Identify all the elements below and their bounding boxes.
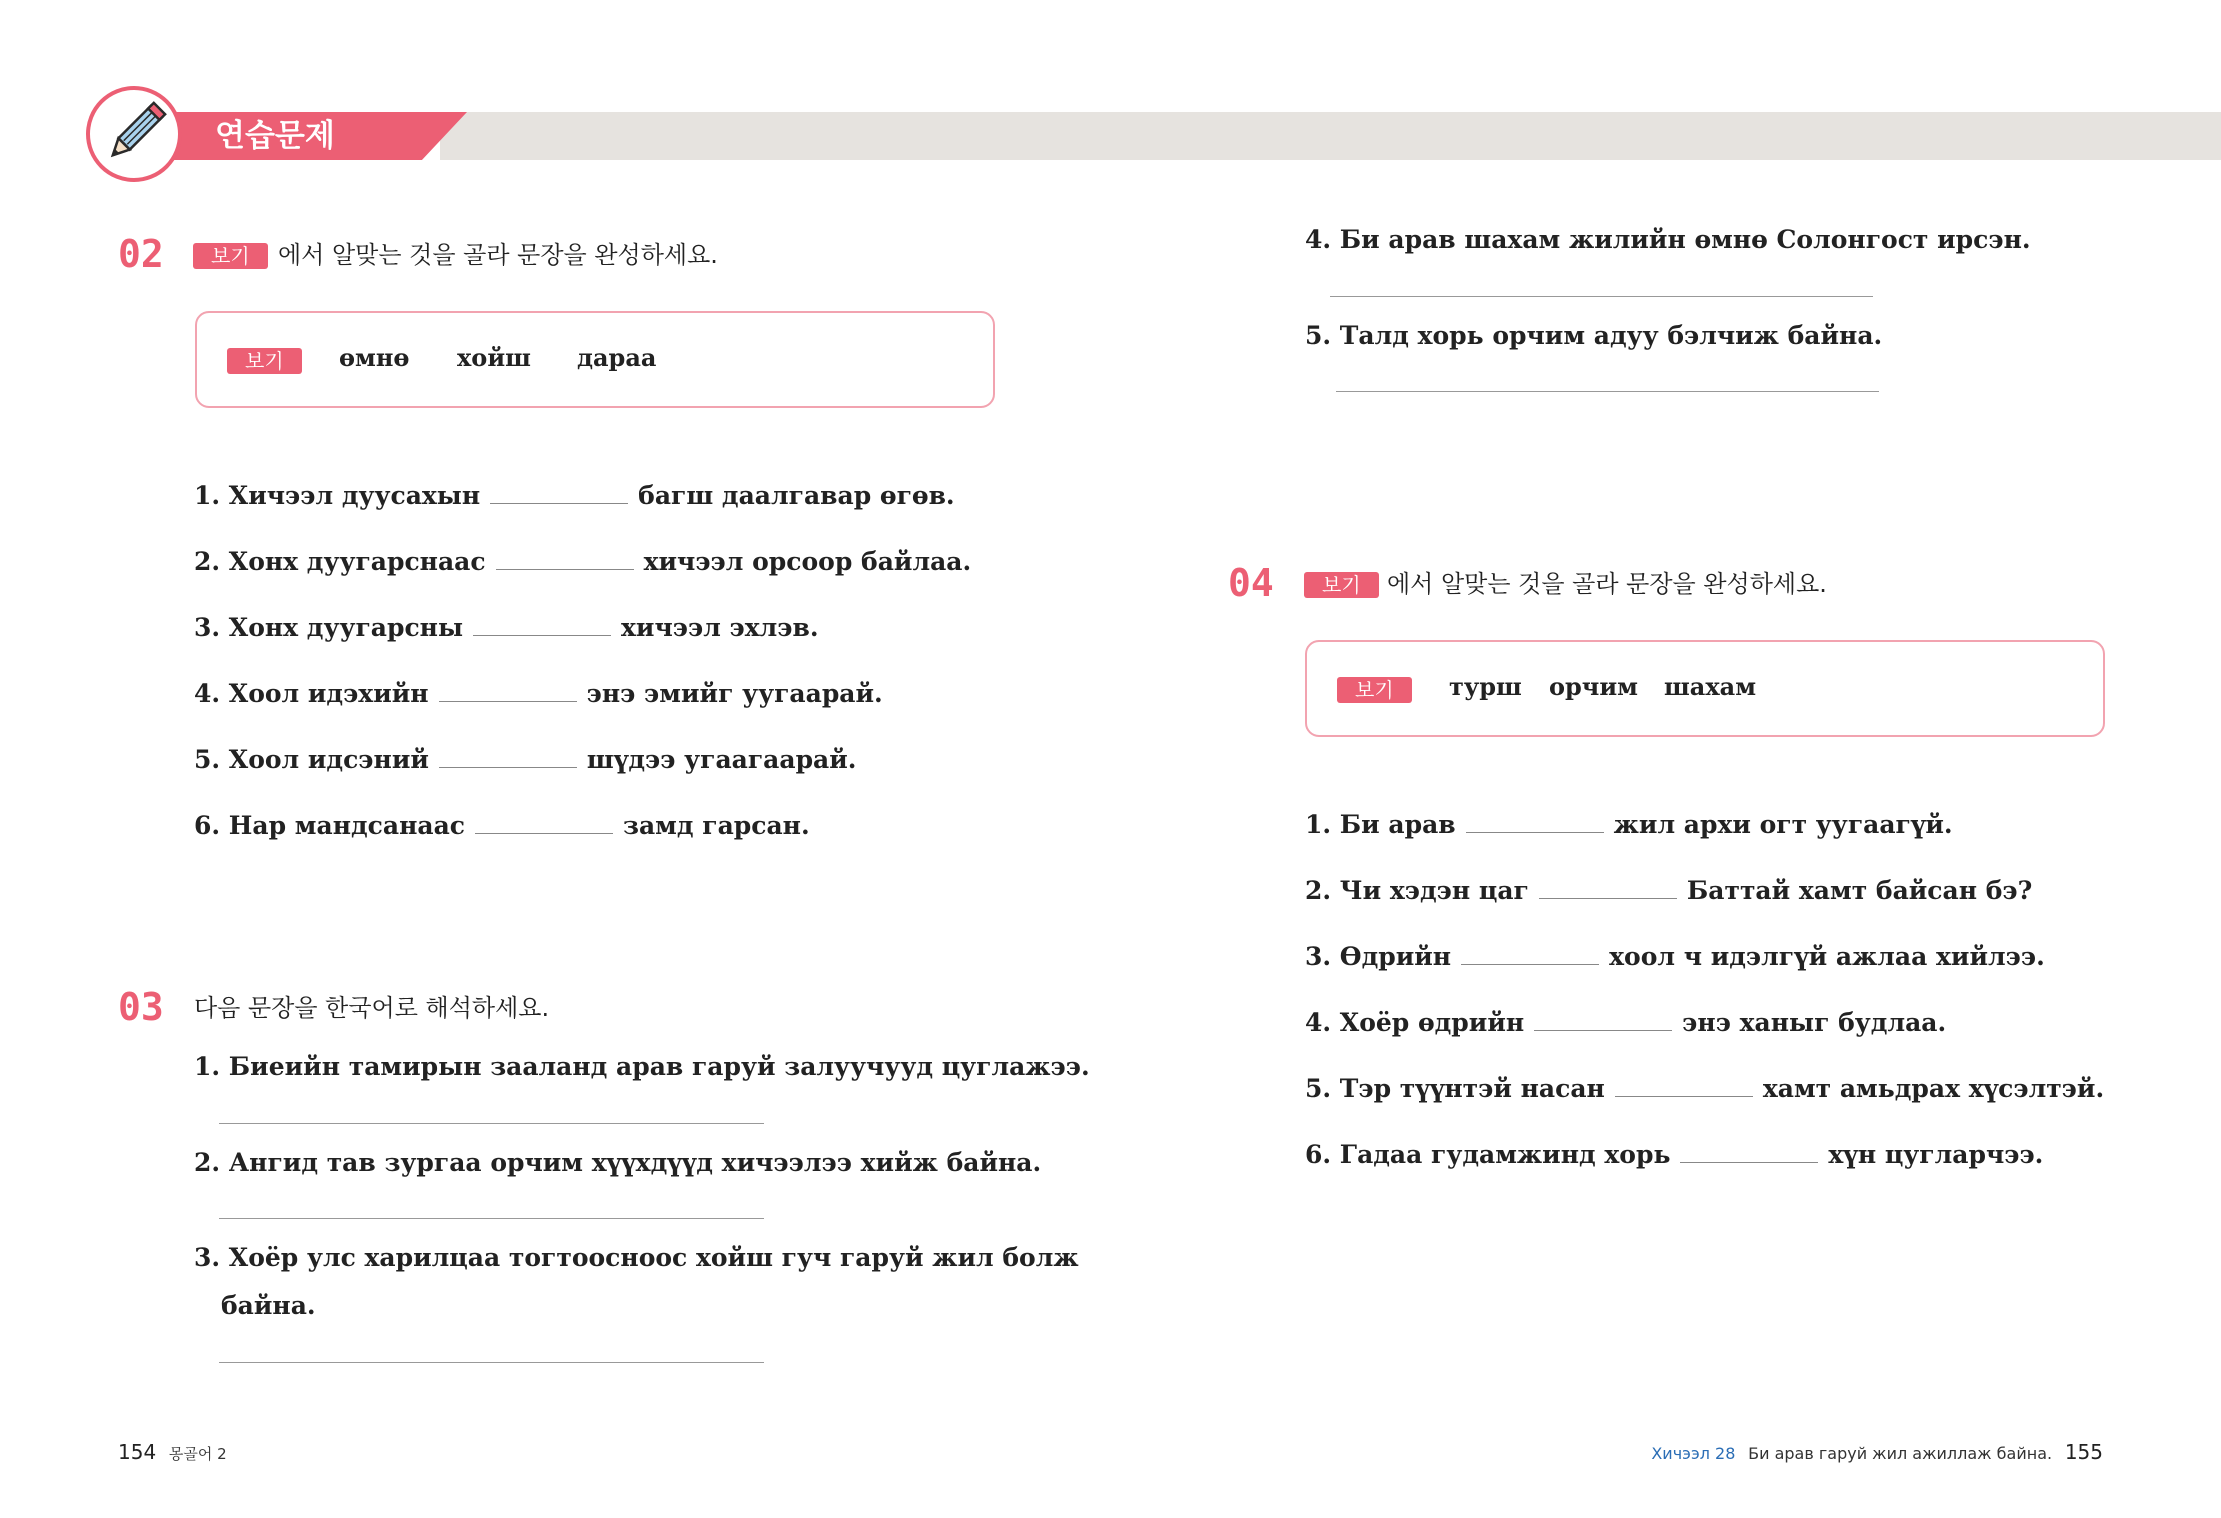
exercise-item	[1305, 940, 2045, 973]
answer-blank[interactable]	[1615, 1072, 1753, 1097]
item-text-end: Баттай хамт байсан бэ?	[1686, 876, 2033, 905]
translation-item: 4. Би арав шахам жилийн өмнө Солонгост ирсэн.	[1305, 225, 2031, 254]
item-text-start: 2. Чи хэдэн цаг	[1305, 876, 1529, 905]
exercise-item	[1305, 1006, 1946, 1039]
answer-blank[interactable]	[1680, 1138, 1818, 1163]
answer-line[interactable]	[219, 1218, 764, 1219]
page-number: 155	[2064, 1440, 2103, 1464]
answer-blank[interactable]	[496, 545, 634, 570]
section-03-instruction: 다음 문장을 한국어로 해석하세요.	[194, 994, 550, 1022]
answer-blank[interactable]	[475, 809, 613, 834]
chapter-label: Хичээл 28	[1651, 1444, 1736, 1463]
item-text-start: 3. Өдрийн	[1305, 942, 1452, 971]
section-04-instruction: 에서 알맞는 것을 골라 문장을 완성하세요.	[1387, 570, 1827, 598]
translation-item-continued: байна.	[221, 1291, 316, 1320]
item-text-start: 6. Нар мандсанаас	[194, 811, 466, 840]
footer-left	[118, 1440, 227, 1466]
item-text-start: 4. Хоёр өдрийн	[1305, 1008, 1525, 1037]
section-02-number: 02	[118, 232, 164, 276]
section-02-box-badge: 보기	[227, 348, 302, 374]
translation-item: 3. Хоёр улс харилцаа тогтоосноос хойш гуч гаруй жил болж	[194, 1243, 1079, 1272]
exercise-item	[1305, 1072, 2104, 1105]
word-option: турш	[1449, 672, 1522, 701]
item-text-end: хоол ч идэлгүй ажлаа хийлээ.	[1609, 942, 2045, 971]
exercise-item	[194, 545, 971, 578]
item-text-start: 5. Тэр түүнтэй насан	[1305, 1074, 1605, 1103]
page-number: 154	[118, 1440, 157, 1464]
answer-blank[interactable]	[439, 677, 577, 702]
section-04-badge: 보기	[1304, 572, 1379, 598]
exercise-item	[194, 809, 810, 842]
exercise-item	[194, 677, 883, 710]
item-text-start: 2. Хонх дуугарснаас	[194, 547, 486, 576]
answer-line[interactable]	[1330, 296, 1873, 297]
item-text-end: шүдээ угаагаарай.	[586, 745, 857, 774]
item-text-start: 5. Хоол идсэний	[194, 745, 429, 774]
item-text-start: 1. Би арав	[1305, 810, 1456, 839]
answer-blank[interactable]	[473, 611, 611, 636]
answer-blank[interactable]	[490, 479, 628, 504]
exercise-item	[194, 743, 857, 776]
word-option: дараа	[577, 343, 657, 372]
word-option: өмнө	[339, 343, 410, 372]
section-02-badge: 보기	[193, 243, 268, 269]
item-text-end: жил архи огт уугаагүй.	[1613, 810, 1953, 839]
word-option: хойш	[457, 343, 531, 372]
chapter-title: Би арав гаруй жил ажиллаж байна.	[1748, 1444, 2053, 1463]
answer-blank[interactable]	[1461, 940, 1599, 965]
item-text-end: энэ эмийг уугаарай.	[586, 679, 883, 708]
section-03-number: 03	[118, 985, 164, 1029]
answer-line[interactable]	[1336, 391, 1879, 392]
item-text-end: энэ ханыг будлаа.	[1682, 1008, 1947, 1037]
item-text-start: 6. Гадаа гудамжинд хорь	[1305, 1140, 1671, 1169]
section-02-instruction: 에서 알맞는 것을 골라 문장을 완성하세요.	[278, 241, 718, 269]
footer-right	[1651, 1440, 2103, 1466]
translation-item: 1. Биеийн тамирын зааланд арав гаруй залуучууд цуглажээ.	[194, 1052, 1090, 1081]
item-text-start: 1. Хичээл дуусахын	[194, 481, 481, 510]
book-title: 몽골어 2	[168, 1445, 227, 1463]
section-04-box-badge: 보기	[1337, 677, 1412, 703]
translation-item: 2. Ангид тав зургаа орчим хүүхдүүд хичээлээ хийж байна.	[194, 1148, 1042, 1177]
word-option: шахам	[1664, 672, 1757, 701]
word-option: орчим	[1549, 672, 1639, 701]
exercise-item	[194, 611, 819, 644]
answer-blank[interactable]	[439, 743, 577, 768]
item-text-end: замд гарсан.	[623, 811, 810, 840]
exercise-item	[194, 479, 955, 512]
answer-line[interactable]	[219, 1123, 764, 1124]
exercise-item	[1305, 1138, 2043, 1171]
item-text-end: багш даалгавар өгөв.	[638, 481, 955, 510]
exercise-item	[1305, 874, 2032, 907]
translation-item: 5. Талд хорь орчим адуу бэлчиж байна.	[1305, 321, 1883, 350]
item-text-end: хамт амьдрах хүсэлтэй.	[1762, 1074, 2105, 1103]
item-text-start: 4. Хоол идэхийн	[194, 679, 429, 708]
page-title: 연습문제	[215, 118, 335, 154]
item-text-end: хичээл эхлэв.	[621, 613, 819, 642]
answer-line[interactable]	[219, 1362, 764, 1363]
item-text-end: хичээл орсоор байлаа.	[643, 547, 972, 576]
pencil-icon	[86, 86, 182, 182]
header-band	[440, 112, 2221, 160]
answer-blank[interactable]	[1466, 808, 1604, 833]
item-text-start: 3. Хонх дуугарсны	[194, 613, 464, 642]
section-04-number: 04	[1228, 561, 1274, 605]
exercise-item	[1305, 808, 1953, 841]
item-text-end: хүн цугларчээ.	[1828, 1140, 2044, 1169]
answer-blank[interactable]	[1539, 874, 1677, 899]
answer-blank[interactable]	[1534, 1006, 1672, 1031]
